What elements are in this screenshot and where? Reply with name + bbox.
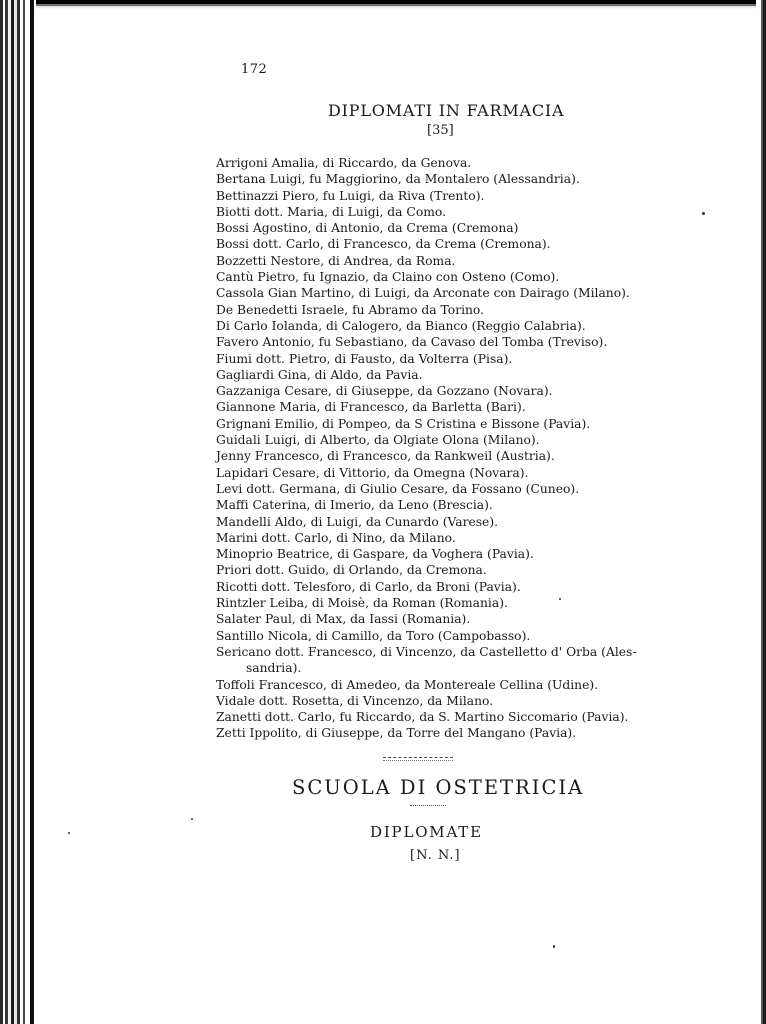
school-title-underline: [410, 805, 446, 806]
list-item: Bossi dott. Carlo, di Francesco, da Crema (Cremona).: [216, 237, 551, 252]
page-number: 172: [241, 62, 268, 77]
section-count: [35]: [427, 123, 454, 138]
list-item: Bozzetti Nestore, di Andrea, da Roma.: [216, 253, 456, 268]
list-item: Grignani Emilio, di Pompeo, da S Cristina e Bissone (Pavia).: [216, 416, 591, 431]
list-item: Cassola Gian Martino, di Luigi, da Arconate con Dairago (Milano).: [216, 286, 630, 301]
school-title: SCUOLA DI OSTETRICIA: [292, 776, 585, 799]
book-spine: [0, 0, 36, 1024]
scan-speck: [191, 818, 193, 820]
section-title: DIPLOMATI IN FARMACIA: [328, 101, 565, 120]
graduates-list: [216, 155, 656, 742]
list-item: Gazzaniga Cesare, di Giuseppe, da Gozzano (Novara).: [216, 384, 553, 399]
scan-speck: [553, 945, 555, 948]
list-item: Salater Paul, di Max, da Iassi (Romania).: [216, 612, 471, 627]
list-item: Toffoli Francesco, di Amedeo, da Montereale Cellina (Udine).: [216, 677, 599, 692]
scan-speck: [559, 598, 561, 600]
scan-speck: [68, 832, 70, 834]
list-item: Minoprio Beatrice, di Gaspare, da Voghera (Pavia).: [216, 547, 534, 562]
school-subtitle: DIPLOMATE: [370, 823, 483, 841]
list-item: Di Carlo Iolanda, di Calogero, da Bianco (Reggio Calabria).: [216, 318, 586, 333]
page-right-edge: [756, 0, 766, 1024]
list-item: Guidali Luigi, di Alberto, da Olgiate Olona (Milano).: [216, 433, 540, 448]
list-item: Zanetti dott. Carlo, fu Riccardo, da S. Martino Siccomario (Pavia).: [216, 710, 629, 725]
list-item: De Benedetti Israele, fu Abramo da Torino.: [216, 302, 485, 317]
list-item: Arrigoni Amalia, di Riccardo, da Genova.: [216, 156, 472, 170]
list-item: Vidale dott. Rosetta, di Vincenzo, da Milano.: [216, 693, 494, 708]
list-item: Santillo Nicola, di Camillo, da Toro (Campobasso).: [216, 628, 531, 643]
list-item: Zetti Ippolito, di Giuseppe, da Torre del Mangano (Pavia).: [216, 726, 577, 741]
page-top-edge: [0, 0, 766, 9]
list-item: Favero Antonio, fu Sebastiano, da Cavaso del Tomba (Treviso).: [216, 335, 608, 350]
list-item: Cantù Pietro, fu Ignazio, da Claino con Osteno (Como).: [216, 270, 560, 285]
school-count: [N. N.]: [410, 848, 461, 863]
list-item: Bertana Luigi, fu Maggiorino, da Montalero (Alessandria).: [216, 172, 580, 187]
section-divider: [383, 757, 453, 761]
list-item: Lapidari Cesare, di Vittorio, da Omegna (Novara).: [216, 465, 529, 480]
list-item: Rintzler Leiba, di Moisè, da Roman (Romania).: [216, 596, 508, 611]
list-item: Maffi Caterina, di Imerio, da Leno (Brescia).: [216, 498, 493, 513]
list-item: Bettinazzi Piero, fu Luigi, da Riva (Trento).: [216, 188, 485, 203]
list-item: Priori dott. Guido, di Orlando, da Cremona.: [216, 563, 487, 578]
list-item-continuation: [216, 660, 656, 676]
list-item: Biotti dott. Maria, di Luigi, da Como.: [216, 204, 446, 219]
scan-speck: [702, 212, 705, 215]
list-item: Marini dott. Carlo, di Nino, da Milano.: [216, 530, 456, 545]
list-item: Giannone Maria, di Francesco, da Barletta (Bari).: [216, 400, 526, 415]
list-item: Mandelli Aldo, di Luigi, da Cunardo (Varese).: [216, 514, 499, 529]
list-item: Jenny Francesco, di Francesco, da Rankweil (Austria).: [216, 449, 555, 464]
list-item: Fiumi dott. Pietro, di Fausto, da Volterra (Pisa).: [216, 351, 513, 366]
list-item: Sericano dott. Francesco, di Vincenzo, da Castelletto d' Orba (Ales-: [216, 644, 637, 659]
list-item: Gagliardi Gina, di Aldo, da Pavia.: [216, 367, 423, 382]
list-item: Bossi Agostino, di Antonio, da Crema (Cremona): [216, 221, 519, 236]
list-item: Ricotti dott. Telesforo, di Carlo, da Broni (Pavia).: [216, 579, 521, 594]
list-item-wrapped-text: sandria).: [246, 661, 302, 676]
list-item: Levi dott. Germana, di Giulio Cesare, da Fossano (Cuneo).: [216, 481, 580, 496]
